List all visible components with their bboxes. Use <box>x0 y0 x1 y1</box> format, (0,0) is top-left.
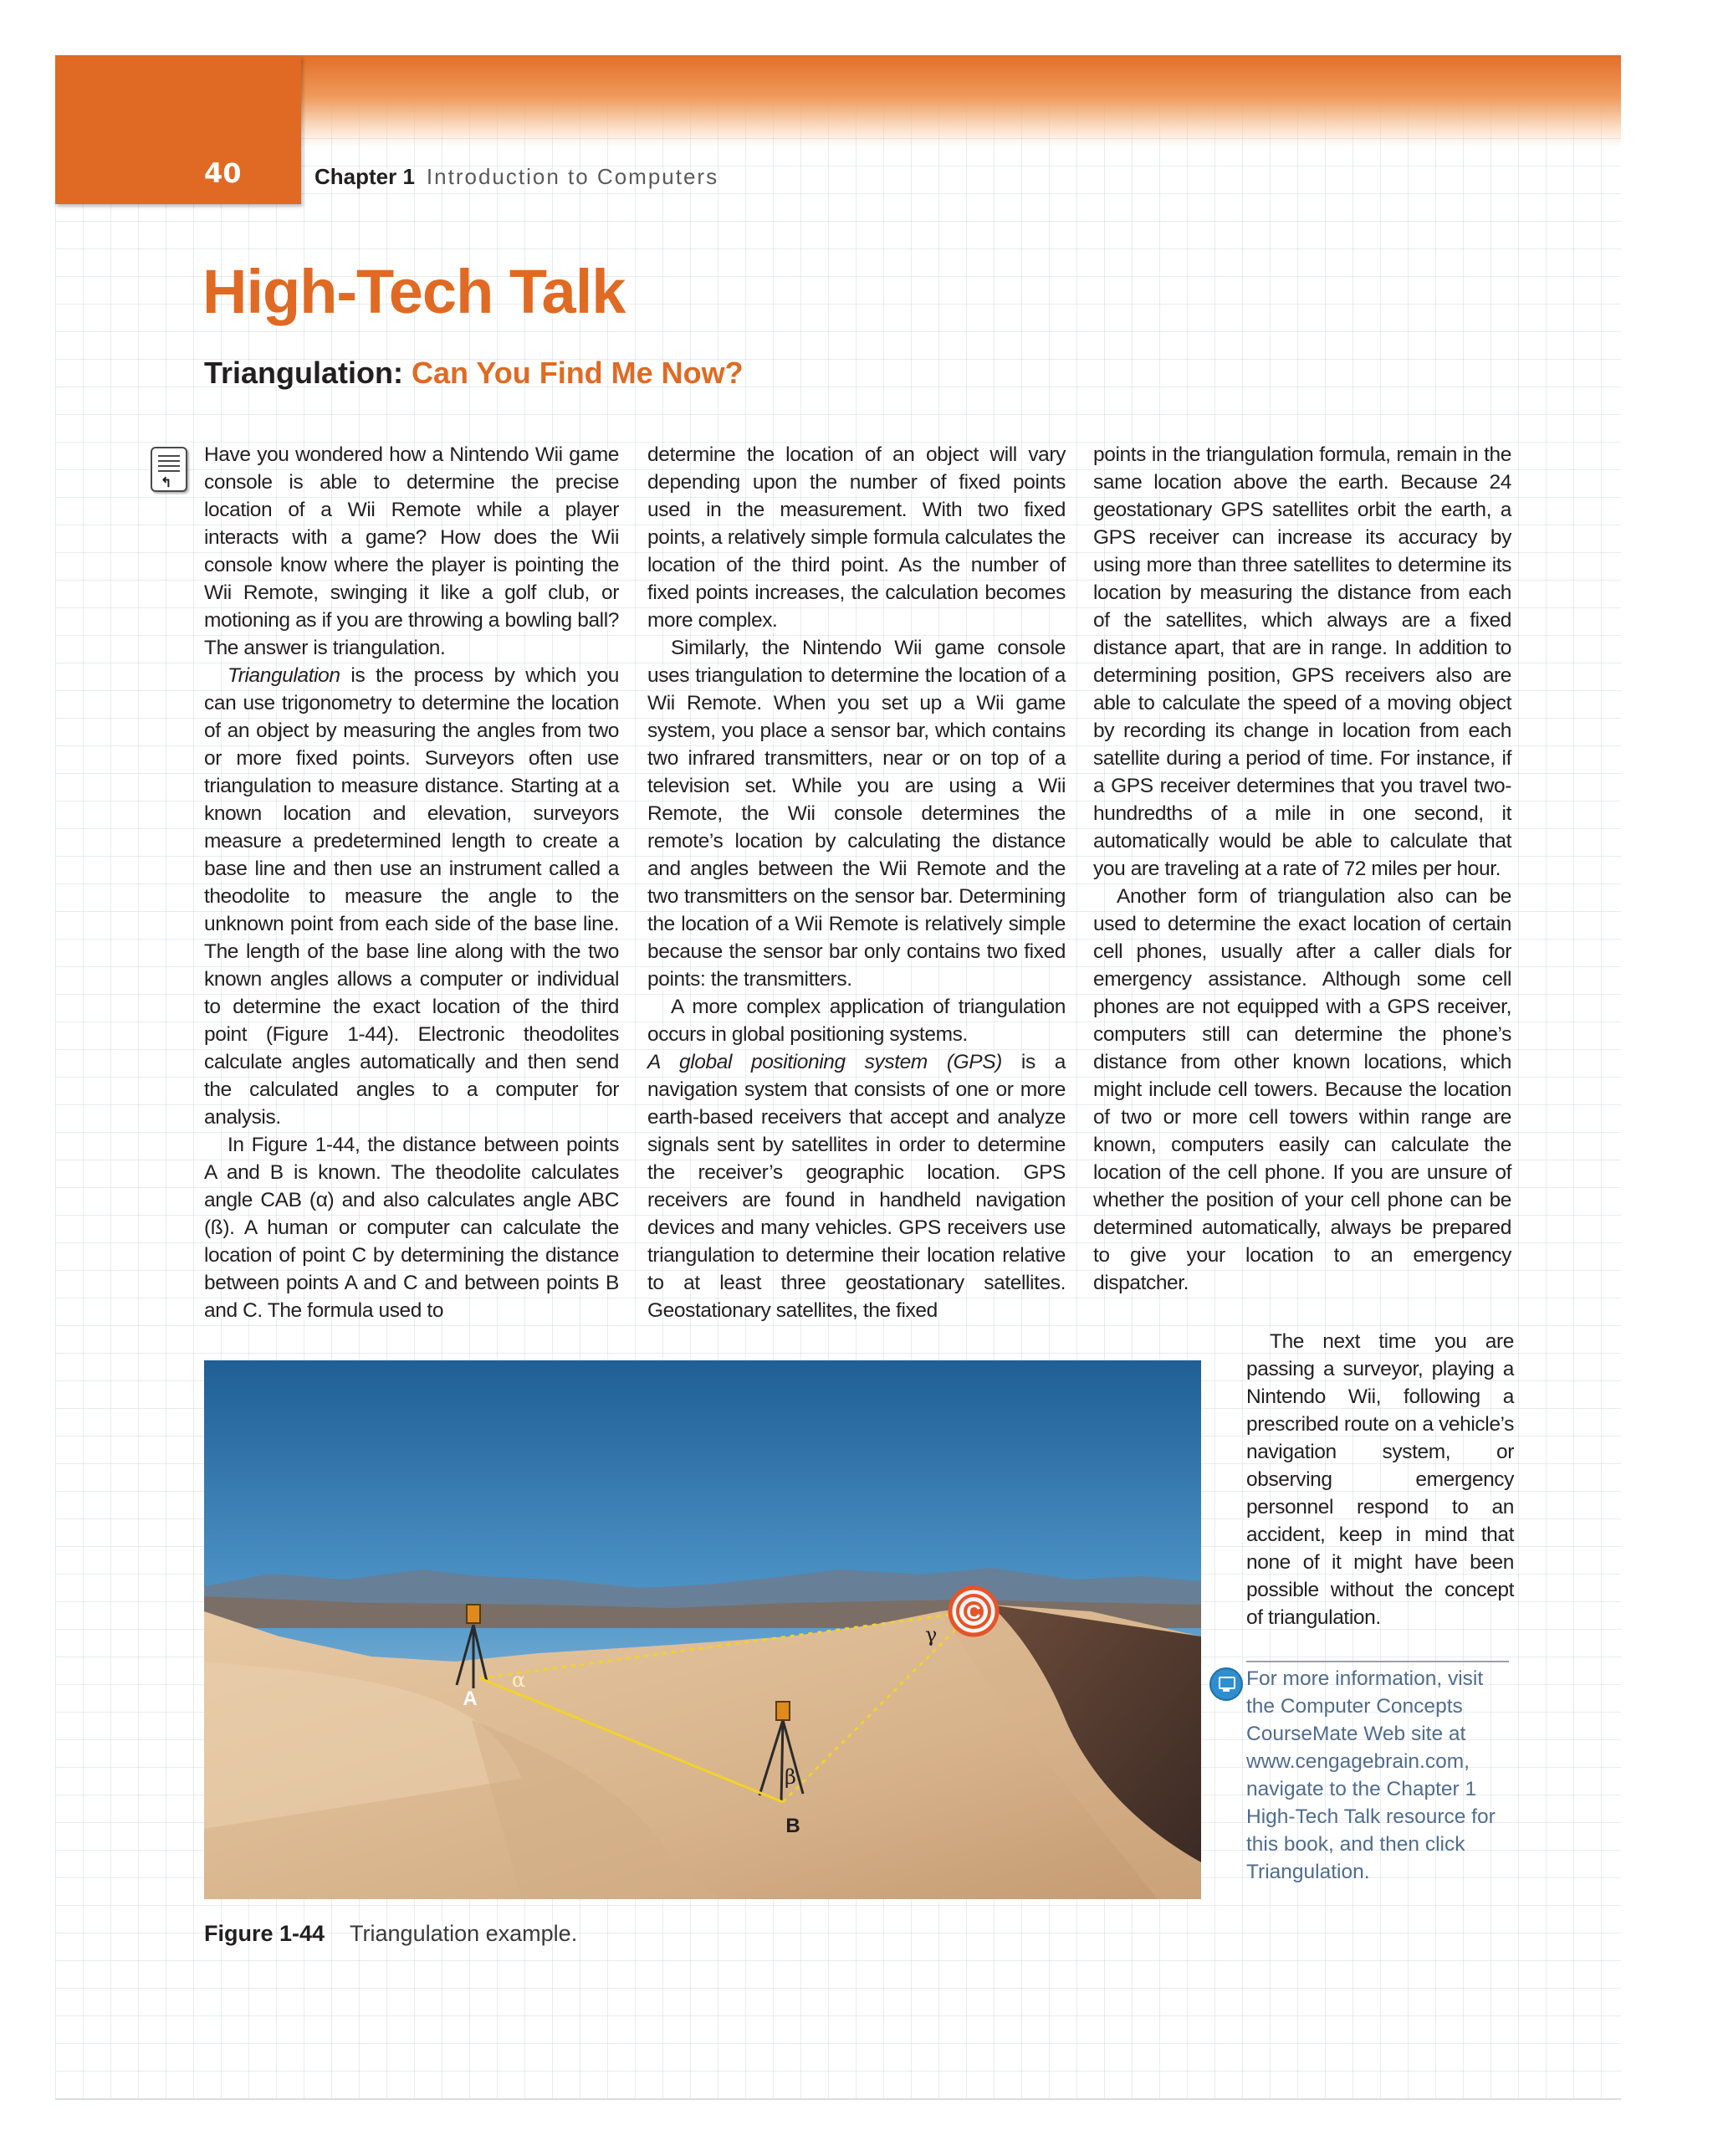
paragraph: Similarly, the Nintendo Wii game console uses triangulation to determine the location of a Wii Remote. When you set up a Wii game system, you place a sensor bar, which contains two infrared transmitters, near or on top of a television set. While you are using a Wii Remote, the Wii console determines the remote’s location by calculating the distance and angles between the Wii Remote and the two transmitters on the sensor bar. Determining the location of a Wii Remote is relatively simple because the sensor bar only contains two fixed points: the transmitters. <box>647 637 1066 991</box>
page-number: 40 <box>204 157 242 189</box>
label-angle-alpha: α <box>512 1668 526 1692</box>
divider <box>1246 1661 1509 1662</box>
label-angle-gamma: γ <box>925 1623 938 1646</box>
text-column-2 <box>647 441 1066 1324</box>
figure-caption <box>204 1921 577 1947</box>
page-number-tab <box>55 55 301 204</box>
label-point-c: C <box>966 1601 981 1624</box>
web-note: For more information, visit the Computer Concepts CourseMate Web site at www.cengagebrain.com, navigate to the Chapter 1 High-Tech Talk resource for this book, and then click Triangulation. <box>1246 1667 1496 1883</box>
paragraph: In Figure 1-44, the distance between points A and B is known. The theodolite calculates angle CAB (α) and also calculates angle ABC (ß). A human or computer can calculate the location of point C by determining the distance between points A and C and between points B and C. The formula used to <box>204 1134 619 1322</box>
paragraph: Another form of triangulation also can be used to determine the exact location of certain cell phones, usually after a caller dials for emergency assistance. Although some cell phones are not equipped with a GPS receiver, computers still can determine the phone’s distance from other known locations, which might include cell towers. Because the location of two or more cell towers within range are known, computers easily can calculate the location of the cell phone. If you are unsure of whether the position of your cell phone can be determined automatically, always be prepared to give your location to an emergency dispatcher. <box>1093 885 1511 1294</box>
paragraph: determine the location of an object will vary depending upon the number of fixed points used in the measurement. With two fixed points, a relatively simple formula calculates the location of the third point. As the number of fixed points increases, the calculation becomes more complex. <box>647 443 1066 632</box>
paragraph: A global positioning system (GPS) is a navigation system that consists of one or more earth-based receivers that accept and analyze signals sent by satellites in order to determine the receiver’s geographic location. GPS receivers are found in handheld navigation devices and many vehicles. GPS receivers use triangulation to determine their location relative to at least three geostationary satellites. Geostationary satellites, the fixed <box>647 1051 1066 1322</box>
figure-number: Figure 1-44 <box>204 1921 325 1946</box>
text-column-3 <box>1093 441 1511 1297</box>
label-angle-beta: β <box>785 1765 796 1789</box>
article-title: High-Tech Talk <box>202 257 626 326</box>
label-point-a: A <box>463 1687 478 1710</box>
subtitle-accent: Can You Find Me Now? <box>412 356 744 390</box>
paragraph: The next time you are passing a surveyor, playing a Nintendo Wii, following a prescribed route on a vehicle’s navigation system, or observing emergency personnel respond to an accident, keep in mind that none of it might have been possible without the concept of triangulation. <box>1246 1330 1514 1629</box>
ebook-audio-icon[interactable]: ↰ <box>151 447 187 492</box>
article-subtitle <box>204 356 744 391</box>
text-column-3-continued <box>1246 1328 1514 1631</box>
chapter-label: Chapter 1 <box>314 164 415 189</box>
paragraph: Triangulation is the process by which you can use trigonometry to determine the location of an object by measuring the angles from two or more fixed points. Surveyors often use triangulation to measure distance. Starting at a known location and elevation, surveyors measure a predetermined length to create a base line and then use an instrument called a theodolite to measure the angle to the unknown point from each side of the base line. The length of the base line along with the two known angles allows a computer or individual to determine the exact location of the third point (Figure 1-44). Electronic theodolites calculate angles automatically and then send the calculated angles to a computer for analysis. <box>204 664 619 1129</box>
paragraph: points in the triangulation formula, remain in the same location above the earth. Because 24 geostationary GPS satellites orbit the earth, a GPS receiver can increase its accuracy by using more than three satellites to determine its location by measuring the distance from each of the satellites, which always are a fixed distance apart, that are in range. In addition to determining position, GPS receivers also are able to calculate the speed of a moving object by recording its change in location from each satellite during a period of time. For instance, if a GPS receiver determines that you travel two-hundredths of a mile in one second, it automatically would be able to calculate that you are traveling at a rate of 72 miles per hour. <box>1093 443 1511 880</box>
figure-caption-text: Triangulation example. <box>350 1921 578 1946</box>
running-head <box>314 164 718 190</box>
term-triangulation: Triangulation <box>228 664 340 687</box>
web-link-icon[interactable] <box>1209 1667 1243 1701</box>
term-gps: A global positioning system (GPS) <box>647 1051 1002 1073</box>
subtitle-lead: Triangulation: <box>204 356 403 390</box>
paragraph: Have you wondered how a Nintendo Wii game console is able to determine the precise location of a Wii Remote while a player interacts with a game? How does the Wii console know where the player is pointing the Wii Remote, swinging it like a golf club, or motioning as if you are throwing a bowling ball? The answer is triangulation. <box>204 443 619 659</box>
paragraph: A more complex application of triangulation occurs in global positioning systems. <box>647 996 1066 1046</box>
chapter-title: Introduction to Computers <box>426 164 719 189</box>
figure-triangulation-photo <box>204 1360 1201 1899</box>
label-point-b: B <box>785 1815 800 1837</box>
text-column-1 <box>204 441 619 1324</box>
